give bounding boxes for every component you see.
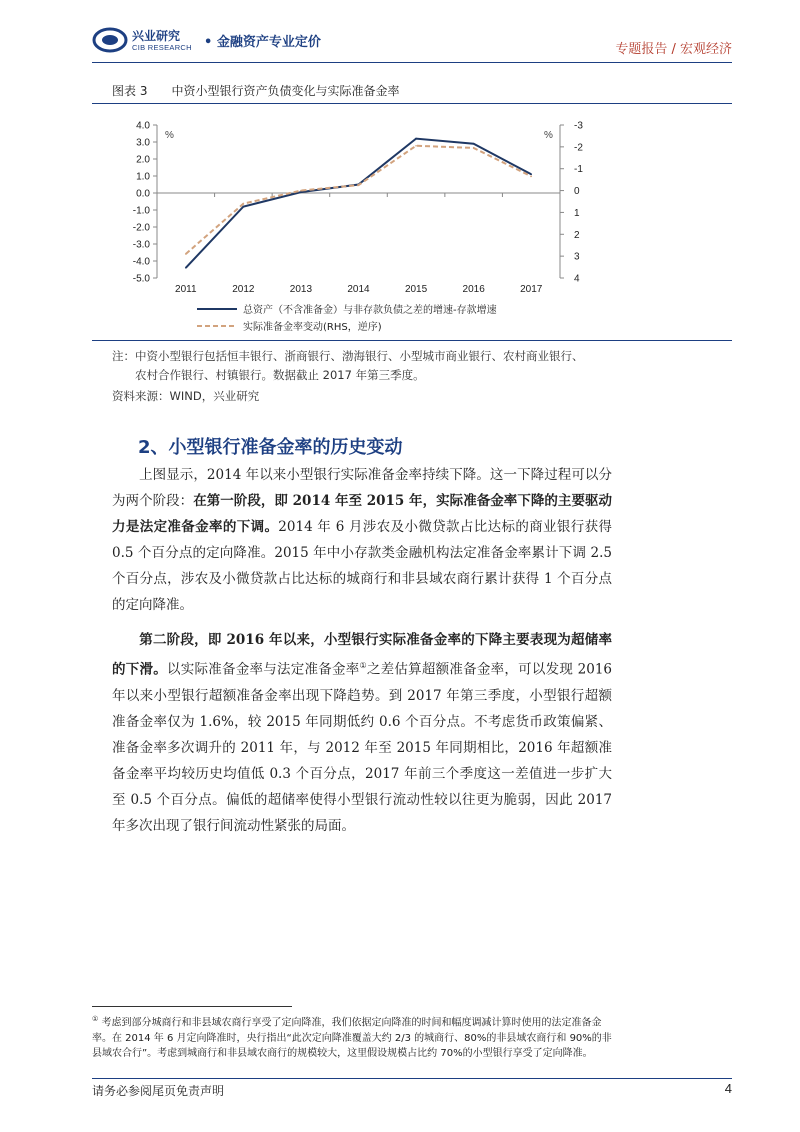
x-tick-label: 2017 — [520, 284, 543, 295]
x-tick-label: 2015 — [404, 284, 428, 295]
left-tick-label: 2.0 — [136, 154, 150, 166]
figure-note — [112, 347, 652, 385]
right-axis-unit: % — [544, 130, 553, 141]
right-tick-label: 4 — [574, 273, 580, 285]
legend-label: 总资产（不含准备金）与非存款负债之差的增速-存款增速 — [243, 305, 497, 316]
right-tick-label: 1 — [574, 207, 580, 219]
right-tick-label: 3 — [574, 251, 580, 263]
data-point-asset-gap — [243, 206, 245, 208]
header-tagline: • 金融资产专业定价 — [204, 35, 321, 50]
figure-bottom-rule — [92, 340, 732, 341]
right-tick-label: -1 — [574, 164, 583, 176]
left-axis-unit: % — [165, 130, 174, 141]
data-point-reserve-ratio — [358, 184, 360, 186]
left-tick-label: 1.0 — [136, 171, 150, 183]
x-tick-label: 2012 — [232, 284, 255, 295]
data-point-asset-gap — [415, 138, 417, 140]
left-tick-label: -2.0 — [132, 222, 150, 234]
report-type: 专题报告 / 宏观经济 — [615, 42, 732, 57]
left-tick-label: -5.0 — [132, 273, 150, 285]
figure-caption: 中资小型银行资产负债变化与实际准备金率 — [171, 84, 400, 98]
series-line-asset-gap — [186, 139, 531, 268]
data-point-asset-gap — [185, 267, 187, 269]
right-tick-label: 2 — [574, 229, 580, 241]
figure-note-line: 注：中资小型银行包括恒丰银行、浙商银行、渤海银行、小型城市商业银行、农村商业银行、 — [112, 349, 584, 363]
paragraph-emphasis: 在第一阶段，即 2014 年至 2015 年，实际准备金率下降的主要驱动力是法定准备金率的下调。 — [112, 493, 613, 535]
legend-label: 实际准备金率变动(RHS，逆序) — [243, 322, 382, 333]
figure-note-line: 农村合作银行、村镇银行。数据截止 2017 年第三季度。 — [135, 368, 425, 382]
line-chart — [112, 110, 612, 340]
data-point-asset-gap — [530, 174, 532, 176]
header-divider — [92, 62, 732, 63]
figure-top-rule — [92, 103, 732, 104]
right-tick-label: 0 — [574, 186, 580, 198]
x-tick-label: 2014 — [347, 284, 370, 295]
right-tick-label: -2 — [574, 142, 583, 154]
x-tick-label: 2013 — [289, 284, 313, 295]
disclaimer[interactable]: 请务必参阅尾页免责声明 — [92, 1084, 225, 1098]
paragraph-text: 之差估算超额准备金率，可以发现 2016 年以来小型银行超额准备金率出现下降趋势。到 2017 年第三季度，小型银行超额准备金率仅为 1.6%，较 2015 年同期低约 0.6 个百分点。不考虑货币政策偏紧、准备金率多次调升的 2011 年，与 2012 年至 2015 年同期相比，2016 年超额准备金率平均较历史均值低 0.3 个百分点，2017 年前三个季度这一差值进一步扩大至 0.5 个百分点。偏低的超储率使得小型银行流动性较以往更为脆弱，因此 2017 年多次出现了银行间流动性紧张的局面。 — [112, 661, 613, 834]
left-tick-label: 3.0 — [136, 137, 150, 149]
paragraph-1 — [112, 462, 612, 618]
paragraph-text: 以实际准备金率与法定准备金率 — [167, 661, 360, 678]
paragraph-text: 上图显示，2014 年以来小型银行实际准备金率持续下降。这一下降过程可以分为两个阶段： — [112, 467, 612, 509]
logo-text-en: CIB RESEARCH — [132, 43, 192, 52]
cib-logo-icon — [92, 26, 128, 54]
footnote-reference[interactable]: ① — [359, 661, 367, 670]
footnote-mark: ① — [92, 1015, 99, 1023]
left-tick-label: 0.0 — [136, 188, 150, 200]
data-point-asset-gap — [473, 143, 475, 145]
x-tick-label: 2011 — [175, 284, 197, 295]
paragraph-text: 2014 年 6 月涉农及小微贷款占比达标的商业银行获得 0.5 个百分点的定向降准。2015 年中小存款类金融机构法定准备金率累计下调 2.5 个百分点，涉农及小微贷款占比达标的城商行和非县域农商行累计获得 1 个百分点的定向降准。 — [112, 519, 612, 613]
left-tick-label: -3.0 — [132, 239, 150, 251]
series-line-reserve-ratio — [186, 146, 531, 254]
figure-source: 资料来源：WIND，兴业研究 — [112, 389, 260, 403]
footnote — [92, 1012, 612, 1062]
right-tick-label: -3 — [574, 120, 583, 132]
figure-title — [112, 82, 399, 99]
data-point-asset-gap — [300, 191, 302, 193]
data-point-reserve-ratio — [473, 147, 475, 149]
footnote-divider — [92, 1006, 292, 1007]
logo-text-cn: 兴业研究 — [132, 29, 181, 43]
data-point-reserve-ratio — [415, 145, 417, 147]
footer-divider — [92, 1078, 732, 1079]
page-header — [92, 22, 732, 64]
page-number: 4 — [724, 1081, 732, 1096]
data-point-reserve-ratio — [530, 176, 532, 178]
data-point-reserve-ratio — [243, 203, 245, 205]
left-tick-label: -1.0 — [132, 205, 150, 217]
data-point-reserve-ratio — [185, 253, 187, 255]
paragraph-emphasis: 第二阶段，即 2016 年以来，小型银行实际准备金率的下降主要表现为超储率的下滑。 — [112, 632, 612, 678]
footnote-text: 考虑到部分城商行和非县域农商行享受了定向降准，我们依据定向降准的时间和幅度调减计算时使用的法定准备金率。在 2014 年 6 月定向降准时，央行指出“此次定向降准覆盖大约 2/3 的城商行、80%的非县域农商行和 90%的非县域农合行”。考虑到城商行和非县域农商行的规模较大，这里假设规模占比约 70%的小型银行享受了定向降准。 — [92, 1017, 612, 1060]
left-tick-label: -4.0 — [132, 256, 150, 268]
section-heading: 2、小型银行准备金率的历史变动 — [138, 437, 403, 458]
x-tick-label: 2016 — [462, 284, 485, 295]
figure-label: 图表 3 — [112, 84, 148, 98]
data-point-reserve-ratio — [300, 190, 302, 192]
paragraph-2 — [112, 627, 612, 839]
left-tick-label: 4.0 — [136, 120, 150, 132]
